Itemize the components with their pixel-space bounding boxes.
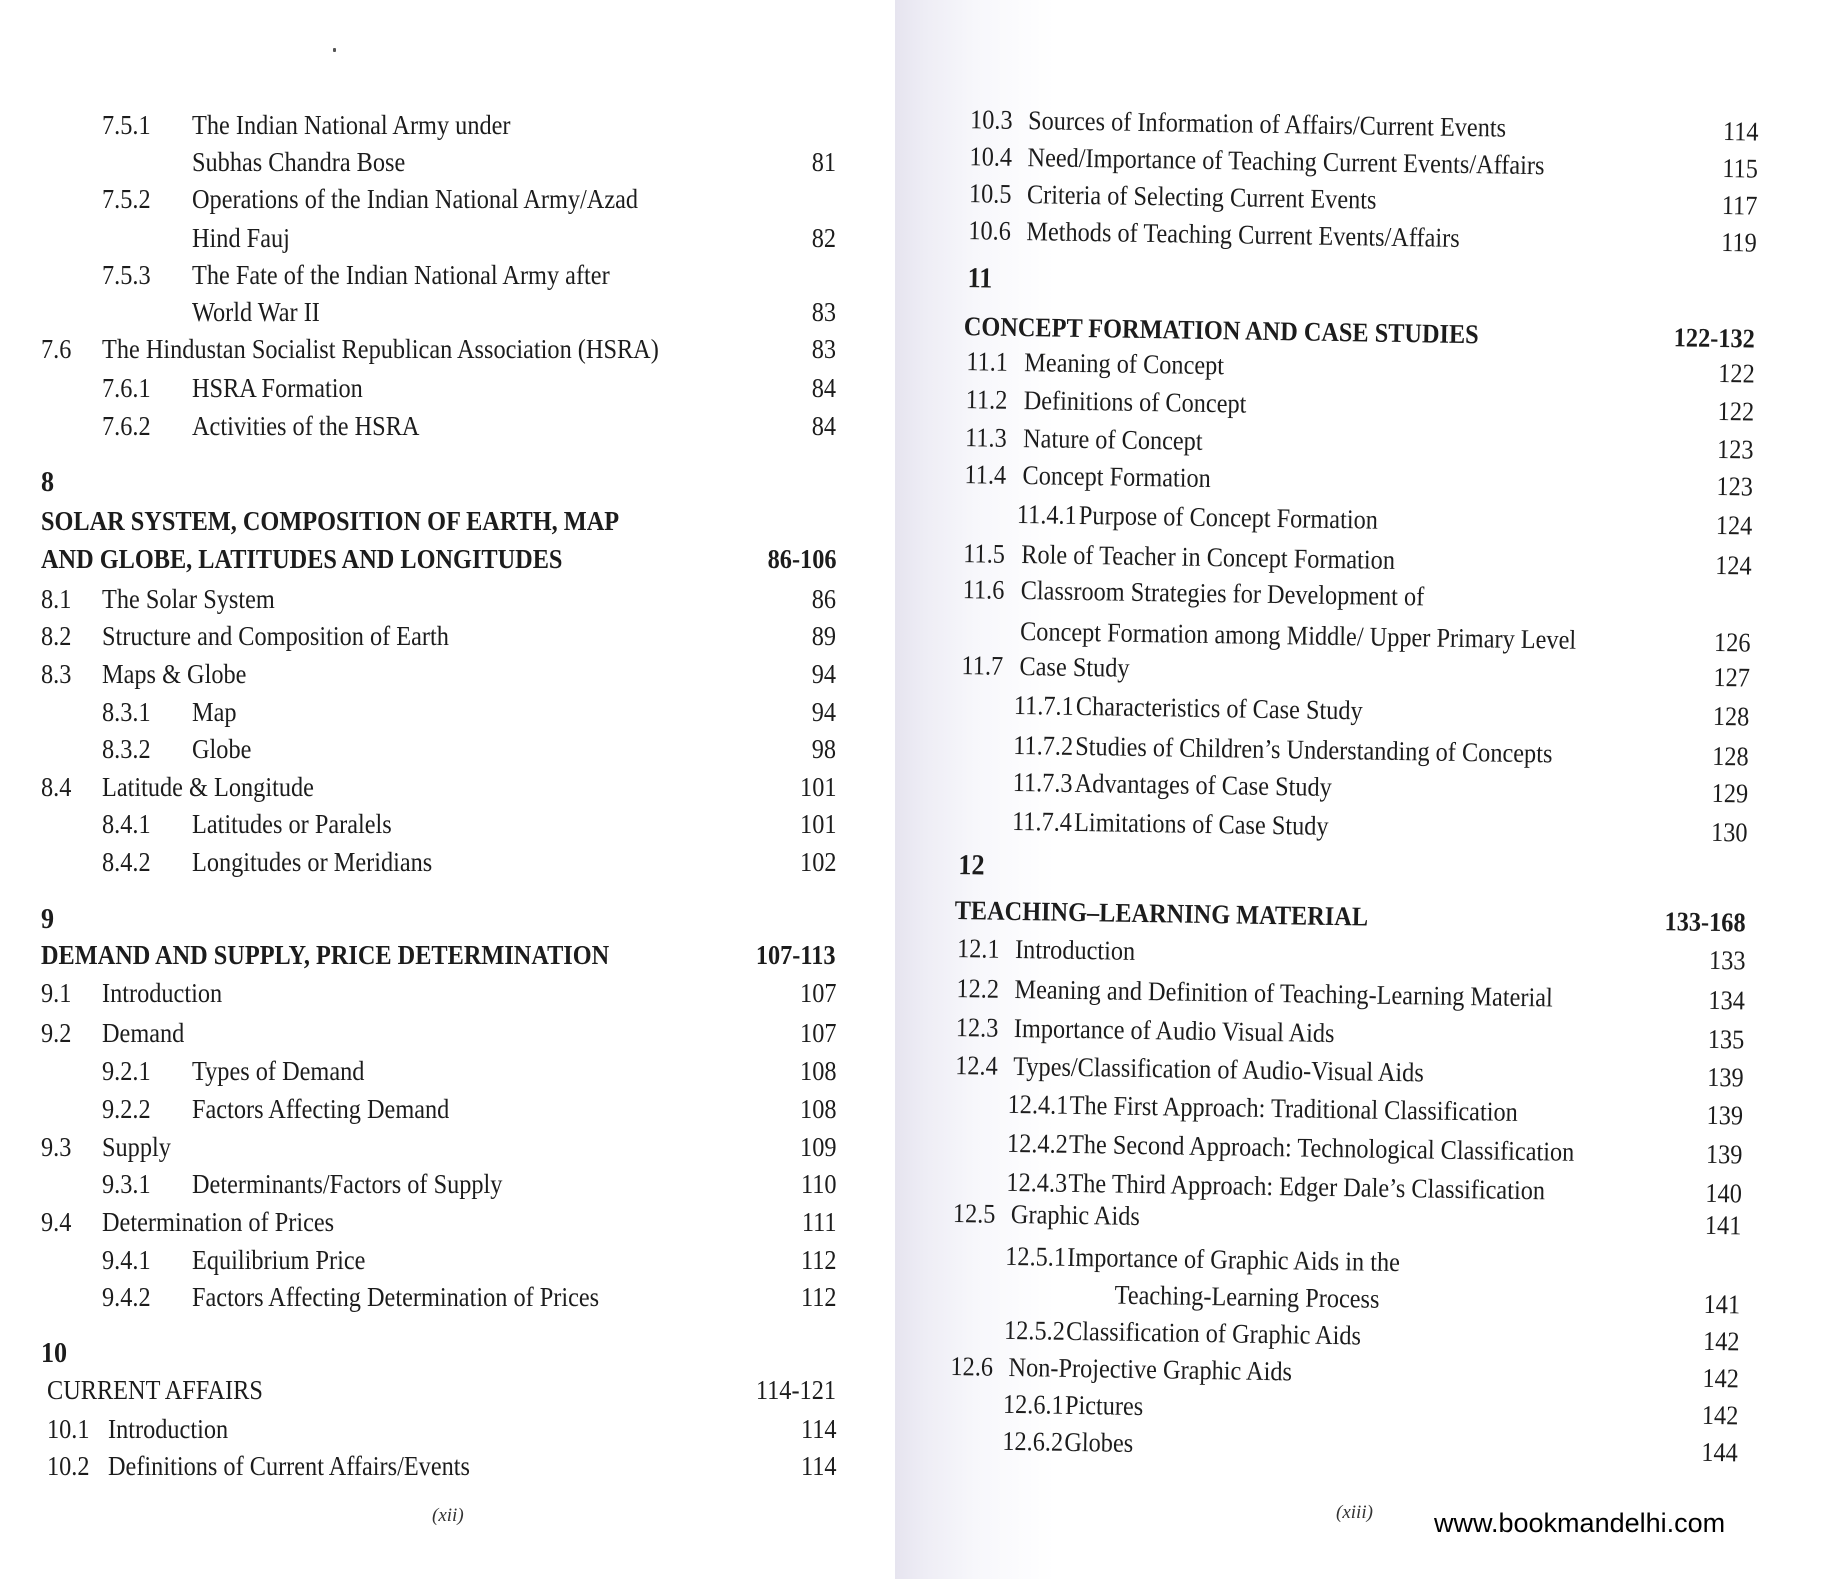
page-number: 114 [1722,116,1759,147]
chapter-number-label: 11 [967,262,993,295]
section-title: Determination of Prices [102,1207,335,1237]
right-page [895,0,1826,1579]
chapter-title: DEMAND AND SUPPLY, PRICE DETERMINATION [41,940,610,970]
toc-entry [0,654,895,694]
page-number: 142 [1701,1362,1739,1394]
section-title: The Solar System [102,584,275,614]
toc-entry [0,579,895,619]
page-number: 111 [801,1207,836,1237]
section-number: 9.1 [41,978,72,1008]
toc-entry [0,292,895,332]
toc-entry [0,804,895,844]
section-title: Advantages of Case Study [1074,767,1333,802]
section-title: Methods of Teaching Current Events/Affairs [1026,216,1460,253]
section-number: 11.7.3 [1012,766,1073,798]
page-number: 108 [799,1056,836,1086]
chapter-number-label: 9 [41,903,55,935]
website-watermark: www.bookmandelhi.com [1434,1508,1726,1538]
toc-entry [0,1202,895,1242]
chapter-title: TEACHING–LEARNING MATERIAL [954,895,1369,932]
section-title: Criteria of Selecting Current Events [1026,179,1377,215]
section-number: 7.6.1 [102,373,151,403]
page-number: 123 [1716,433,1754,465]
section-number: 10.6 [968,215,1012,246]
page-number: 122-132 [1673,322,1756,354]
section-title: HSRA Formation [192,373,363,403]
section-title: Importance of Audio Visual Aids [1013,1012,1335,1049]
page-number: 107 [799,1018,836,1048]
section-number: 11.4.1 [1016,498,1078,530]
left-toc [0,0,895,1579]
page-number: 114-121 [755,1375,836,1405]
section-title: Limitations of Case Study [1073,806,1329,841]
section-number: 11.2 [965,384,1008,415]
toc-entry [0,218,895,258]
section-number: 12.5 [952,1198,996,1229]
section-title: Sources of Information of Affairs/Current Events [1027,105,1507,143]
section-title: Definitions of Concept [1023,385,1247,419]
section-number: 11.7.4 [1011,805,1073,837]
page-number: 110 [800,1169,836,1199]
toc-entry [0,973,895,1013]
page-number: 86 [811,584,836,614]
section-title: The Indian National Army under [192,110,511,140]
section-title: Meaning of Concept [1024,347,1225,381]
page-number: 102 [799,847,836,877]
section-title: Activities of the HSRA [192,411,420,441]
section-title: Operations of the Indian National Army/Azad [192,184,639,214]
section-number: 12.6.2 [1002,1425,1064,1457]
section-title: Determinants/Factors of Supply [192,1169,503,1199]
toc-entry [0,406,895,446]
section-title: Concept Formation [1022,460,1212,494]
section-title: Latitudes or Paralels [192,809,392,839]
section-title: The Third Approach: Edger Dale’s Classification [1068,1167,1546,1206]
page-number: 101 [799,809,836,839]
page-number: 98 [811,734,836,764]
section-title: Need/Importance of Teaching Current Events/Affairs [1027,142,1545,181]
toc-entry [0,142,895,182]
section-title: Maps & Globe [102,659,247,689]
page-number: 133 [1708,944,1746,976]
section-number: 8.2 [41,621,72,651]
chapter-title-row [0,539,895,579]
toc-entry [0,729,895,769]
toc-entry [0,1409,895,1449]
section-number: 9.3 [41,1132,72,1162]
chapter-number [890,257,1822,312]
chapter-number-label: 8 [41,466,55,498]
section-number: 8.4 [41,772,72,802]
section-title: Types of Demand [192,1056,365,1086]
section-number: 9.4 [41,1207,72,1237]
page-number: 84 [811,411,836,441]
section-title: Definitions of Current Affairs/Events [108,1451,470,1481]
toc-entry [0,255,895,295]
page-number: 139 [1706,1061,1744,1093]
page-number: 126 [1713,626,1751,658]
right-page-folio: (xiii) [1336,1502,1373,1523]
page-number: 124 [1714,549,1752,581]
section-title: The Hindustan Socialist Republican Association (HSRA) [102,334,659,364]
section-number: 12.5.2 [1003,1314,1066,1346]
section-number: 10.1 [47,1414,90,1444]
page-number: 117 [1721,190,1758,221]
section-title: Factors Affecting Determination of Prices [192,1282,600,1312]
section-title: Globe [192,734,252,764]
section-number: 12.3 [955,1012,999,1043]
left-page-folio: (xii) [432,1505,464,1526]
section-title: Meaning and Definition of Teaching-Learning Material [1014,974,1553,1013]
section-number: 12.4 [955,1050,999,1081]
toc-entry [0,1013,895,1053]
section-number: 8.4.2 [102,847,151,877]
page-number: 112 [800,1282,836,1312]
page-number: 94 [811,659,836,689]
section-number: 7.6.2 [102,411,151,441]
section-number: 7.5.1 [102,110,151,140]
toc-entry [0,767,895,807]
section-title: Importance of Graphic Aids in the [1067,1241,1401,1278]
section-title: Types/Classification of Audio-Visual Aids [1013,1050,1425,1088]
section-number: 11.3 [964,422,1007,453]
chapter-number [0,462,895,502]
page-number: 107-113 [756,940,836,970]
section-number: 12.4.3 [1006,1166,1068,1198]
chapter-title: CONCEPT FORMATION AND CASE STUDIES [963,311,1479,350]
section-title: Nature of Concept [1022,423,1203,456]
page-number: 141 [1704,1209,1742,1241]
section-title: Supply [102,1132,171,1162]
section-number: 9.2.1 [102,1056,151,1086]
section-number: 11.7.1 [1013,689,1075,721]
section-title: Factors Affecting Demand [192,1094,450,1124]
section-number: 9.4.2 [102,1282,151,1312]
chapter-title-row [0,935,895,975]
chapter-title-row [0,501,895,541]
section-title: Purpose of Concept Formation [1078,499,1379,535]
toc-entry [0,105,895,145]
section-number: 12.5.1 [1005,1240,1067,1272]
left-page [0,0,895,1579]
page-number: 129 [1710,777,1748,809]
page-number: 89 [811,621,836,651]
toc-entry [0,1127,895,1167]
section-number: 9.2 [41,1018,72,1048]
section-title: Demand [102,1018,185,1048]
section-title: Role of Teacher in Concept Formation [1021,539,1396,575]
section-number: 7.5.3 [102,260,151,290]
section-number: 8.4.1 [102,809,151,839]
chapter-title: CURRENT AFFAIRS [47,1375,263,1405]
page-number: 108 [799,1094,836,1124]
page-number: 112 [800,1245,836,1275]
section-number: 12.6 [950,1351,994,1382]
toc-entry [0,1051,895,1091]
page-number: 133-168 [1664,906,1746,938]
page-number: 134 [1707,984,1745,1016]
section-number: 9.2.2 [102,1094,151,1124]
page-number: 130 [1710,816,1748,848]
section-number: 12.4.2 [1006,1127,1069,1159]
section-title: Case Study [1019,651,1130,683]
section-title: Longitudes or Meridians [192,847,433,877]
section-number: 9.4.1 [102,1245,151,1275]
page-number: 114 [800,1451,836,1481]
page-number: 128 [1712,700,1750,732]
page-number: 123 [1715,470,1753,502]
chapter-title-row [0,1370,895,1410]
toc-entry [0,1446,895,1486]
page-number: 83 [811,297,836,327]
section-title: Pictures [1064,1389,1144,1422]
section-title: Classroom Strategies for Development of [1020,575,1425,612]
section-number: 9.3.1 [102,1169,151,1199]
chapter-number-label: 10 [41,1337,68,1369]
page-number: 122 [1717,357,1755,389]
section-title: Hind Fauj [192,223,290,253]
section-number: 11.5 [963,538,1006,569]
section-number: 12.6.1 [1002,1388,1064,1420]
section-number: 10.4 [969,141,1013,172]
page-number: 139 [1705,1138,1743,1170]
page-number: 94 [811,697,836,727]
section-number: 10.3 [969,104,1013,135]
section-title: Teaching-Learning Process [1114,1279,1380,1314]
section-title: Latitude & Longitude [102,772,314,802]
toc-entry [0,329,895,369]
page-number: 119 [1720,227,1757,258]
page-number: 124 [1715,509,1753,541]
section-title: The Second Approach: Technological Classification [1068,1128,1575,1167]
page-number: 141 [1702,1288,1740,1320]
page-number: 114 [800,1414,836,1444]
section-number: 7.5.2 [102,184,151,214]
toc-entry [0,1240,895,1280]
section-title: Subhas Chandra Bose [192,147,406,177]
section-number: 8.3.1 [102,697,151,727]
page-number: 135 [1707,1023,1745,1055]
section-title: Characteristics of Case Study [1075,690,1363,726]
page-number: 128 [1711,740,1749,772]
toc-entry [0,1089,895,1129]
section-number: 11.6 [962,574,1005,605]
page-number: 142 [1702,1325,1740,1357]
section-title: The Fate of the Indian National Army after [192,260,610,290]
section-title: Non-Projective Graphic Aids [1008,1351,1293,1387]
page-number: 144 [1700,1436,1738,1468]
page-number: 83 [811,334,836,364]
page-number: 127 [1712,661,1750,693]
section-number: 11.1 [966,346,1009,377]
section-title: Concept Formation among Middle/ Upper Primary Level [1019,616,1577,655]
section-number: 11.7.2 [1013,729,1074,761]
section-number: 11.7 [961,650,1004,681]
section-number: 8.3 [41,659,72,689]
page-number: 86-106 [767,544,836,574]
toc-entry [0,179,895,219]
page-number: 81 [811,147,836,177]
section-title: Introduction [1014,934,1136,966]
toc-entry [0,616,895,656]
section-title: Structure and Composition of Earth [102,621,449,651]
toc-entry [0,692,895,732]
section-number: 8.3.2 [102,734,151,764]
chapter-title: AND GLOBE, LATITUDES AND LONGITUDES [41,544,563,574]
page-number: 107 [799,978,836,1008]
section-number: 8.1 [41,584,72,614]
section-title: The First Approach: Traditional Classification [1069,1089,1519,1127]
chapter-number [0,899,895,939]
section-title: Introduction [108,1414,229,1444]
toc-entry [0,368,895,408]
page-number: 115 [1721,153,1758,184]
print-speck [333,48,336,52]
section-title: Introduction [102,978,223,1008]
section-number: 12.1 [956,933,1000,964]
toc-entry [0,1277,895,1317]
page-number: 122 [1716,395,1754,427]
section-number: 7.6 [41,334,72,364]
section-title: World War II [192,297,320,327]
section-number: 11.4 [964,459,1007,490]
page-number: 140 [1704,1177,1742,1209]
toc-entry [0,1164,895,1204]
section-number: 12.4.1 [1007,1088,1069,1120]
section-title: Map [192,697,237,727]
chapter-number-label: 12 [958,849,985,882]
page-number: 142 [1701,1399,1739,1431]
chapter-number [0,1333,895,1373]
page-number: 101 [799,772,836,802]
section-number: 10.5 [968,178,1012,209]
section-number: 10.2 [47,1451,90,1481]
section-number: 12.2 [956,973,1000,1004]
right-toc [870,0,1826,1593]
page-number: 139 [1705,1099,1743,1131]
page-number: 82 [811,223,836,253]
chapter-title: SOLAR SYSTEM, COMPOSITION OF EARTH, MAP [41,506,620,536]
toc-entry [0,842,895,882]
section-title: Globes [1064,1426,1134,1458]
section-title: Graphic Aids [1010,1198,1141,1231]
page-number: 109 [799,1132,836,1162]
section-title: Classification of Graphic Aids [1065,1315,1362,1351]
section-title: Equilibrium Price [192,1245,366,1275]
section-title: Studies of Children’s Understanding of Concepts [1075,730,1553,769]
page-number: 84 [811,373,836,403]
